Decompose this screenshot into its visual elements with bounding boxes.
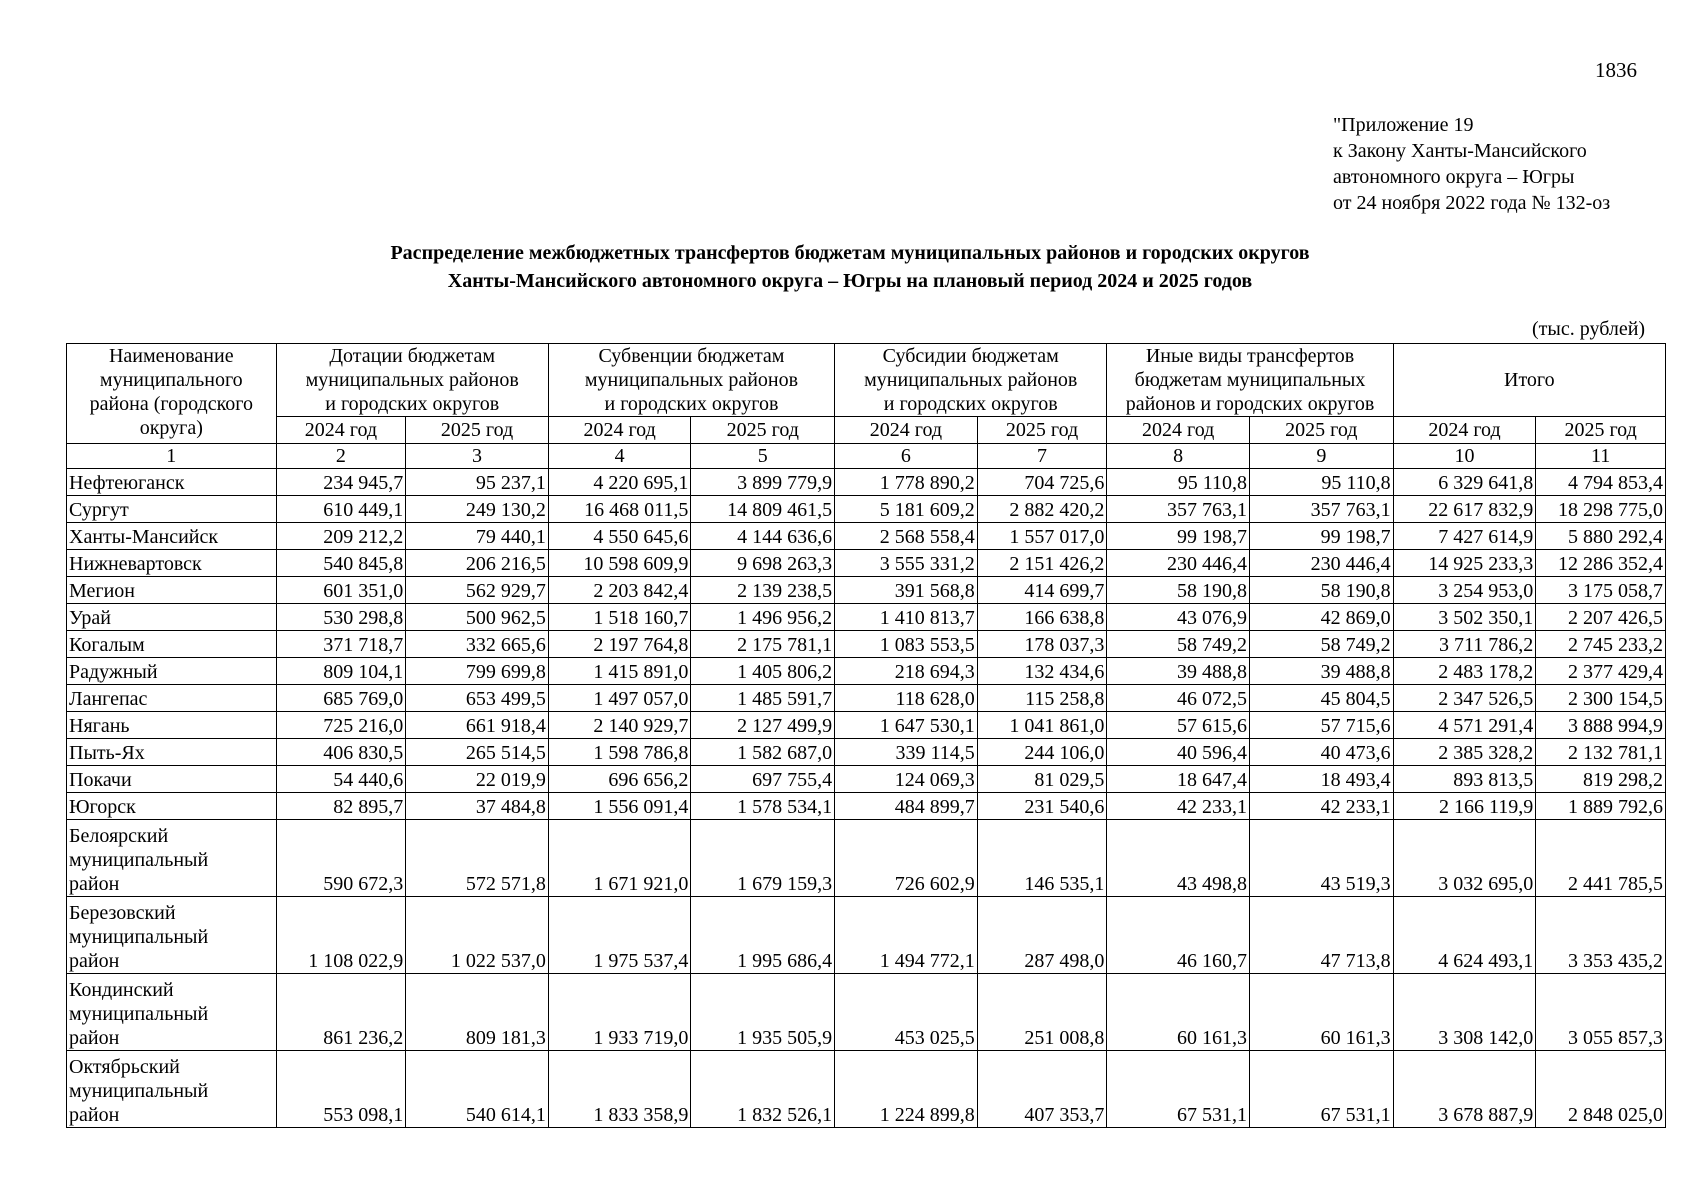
- header-line: Субвенции бюджетам: [598, 345, 785, 367]
- year-header: 2024 год: [548, 417, 691, 444]
- municipality-name-line: Ханты-Мансийск: [69, 526, 219, 548]
- value-cell: 2 882 420,2: [977, 496, 1107, 523]
- year-header: 2024 год: [835, 417, 978, 444]
- header-line: Субсидии бюджетам: [882, 345, 1059, 367]
- value-cell: 230 446,4: [1107, 550, 1250, 577]
- year-header: 2025 год: [691, 417, 835, 444]
- municipality-name-line: Нягань: [69, 715, 130, 737]
- value-cell: 39 488,8: [1249, 658, 1393, 685]
- municipality-name: [67, 658, 277, 685]
- year-header: 2025 год: [1536, 417, 1666, 444]
- municipality-name: [67, 793, 277, 820]
- value-cell: 3 888 994,9: [1536, 712, 1666, 739]
- municipality-name: [67, 469, 277, 496]
- value-cell: 2 483 178,2: [1393, 658, 1536, 685]
- value-cell: 2 140 929,7: [548, 712, 691, 739]
- value-cell: 42 233,1: [1249, 793, 1393, 820]
- column-number: 4: [548, 444, 691, 469]
- value-cell: 54 440,6: [276, 766, 406, 793]
- column-number: 2: [276, 444, 406, 469]
- value-cell: 43 498,8: [1107, 820, 1250, 897]
- value-cell: 357 763,1: [1249, 496, 1393, 523]
- value-cell: 1 995 686,4: [691, 897, 835, 974]
- value-cell: 1 557 017,0: [977, 523, 1107, 550]
- municipality-name-line: район: [69, 1104, 120, 1126]
- value-cell: 18 298 775,0: [1536, 496, 1666, 523]
- value-cell: 540 614,1: [406, 1051, 549, 1128]
- municipality-name-line: Покачи: [69, 769, 132, 791]
- value-cell: 1 578 534,1: [691, 793, 835, 820]
- table-row: [67, 577, 1666, 604]
- value-cell: 893 813,5: [1393, 766, 1536, 793]
- value-cell: 95 110,8: [1107, 469, 1250, 496]
- value-cell: 43 076,9: [1107, 604, 1250, 631]
- value-cell: 209 212,2: [276, 523, 406, 550]
- header-line: Итого: [1504, 369, 1555, 391]
- value-cell: 178 037,3: [977, 631, 1107, 658]
- value-cell: 99 198,7: [1249, 523, 1393, 550]
- table-row: [67, 974, 1666, 1051]
- appendix-line: автономного округа – Югры: [1333, 166, 1575, 188]
- value-cell: 146 535,1: [977, 820, 1107, 897]
- value-cell: 14 809 461,5: [691, 496, 835, 523]
- header-line: муниципальных районов: [864, 369, 1078, 391]
- year-header: 2025 год: [1249, 417, 1393, 444]
- value-cell: 530 298,8: [276, 604, 406, 631]
- value-cell: 95 110,8: [1249, 469, 1393, 496]
- table-row: [67, 523, 1666, 550]
- value-cell: 2 139 238,5: [691, 577, 835, 604]
- value-cell: 4 144 636,6: [691, 523, 835, 550]
- appendix-reference: [1333, 112, 1610, 216]
- value-cell: 95 237,1: [406, 469, 549, 496]
- value-cell: 1 410 813,7: [835, 604, 978, 631]
- value-cell: 118 628,0: [835, 685, 978, 712]
- table-row: [67, 712, 1666, 739]
- municipality-name-line: Урай: [69, 607, 111, 629]
- header-municipality: [67, 344, 277, 444]
- municipality-name: [67, 974, 277, 1051]
- municipality-name-line: Радужный: [69, 661, 158, 683]
- table-row: [67, 766, 1666, 793]
- value-cell: 37 484,8: [406, 793, 549, 820]
- units-label: (тыс. рублей): [1532, 318, 1646, 340]
- title-line-1: Распределение межбюджетных трансфертов бюджетам муниципальных районов и городских округов: [390, 242, 1310, 264]
- table-row: [67, 820, 1666, 897]
- value-cell: 2 203 842,4: [548, 577, 691, 604]
- value-cell: 407 353,7: [977, 1051, 1107, 1128]
- municipality-name-line: Нижневартовск: [69, 553, 202, 575]
- value-cell: 67 531,1: [1249, 1051, 1393, 1128]
- value-cell: 115 258,8: [977, 685, 1107, 712]
- value-cell: 2 441 785,5: [1536, 820, 1666, 897]
- value-cell: 132 434,6: [977, 658, 1107, 685]
- title-line-2: Ханты-Мансийского автономного округа – Югры на плановый период 2024 и 2025 годов: [447, 270, 1253, 292]
- header-line: муниципальных районов: [305, 369, 519, 391]
- value-cell: 1 598 786,8: [548, 739, 691, 766]
- header-line: Дотации бюджетам: [329, 345, 495, 367]
- value-cell: 265 514,5: [406, 739, 549, 766]
- value-cell: 7 427 614,9: [1393, 523, 1536, 550]
- value-cell: 22 019,9: [406, 766, 549, 793]
- table-row: [67, 631, 1666, 658]
- value-cell: 2 166 119,9: [1393, 793, 1536, 820]
- value-cell: 726 602,9: [835, 820, 978, 897]
- header-subsidies-equalization: [276, 344, 548, 417]
- table-row: [67, 604, 1666, 631]
- value-cell: 572 571,8: [406, 820, 549, 897]
- header-subsidies: [835, 344, 1107, 417]
- table-row: [67, 469, 1666, 496]
- value-cell: 60 161,3: [1107, 974, 1250, 1051]
- municipality-name-line: Югорск: [69, 796, 136, 818]
- header-line: муниципальных районов: [584, 369, 799, 391]
- table-row: [67, 550, 1666, 577]
- value-cell: 414 699,7: [977, 577, 1107, 604]
- value-cell: 1 671 921,0: [548, 820, 691, 897]
- value-cell: 5 880 292,4: [1536, 523, 1666, 550]
- value-cell: 725 216,0: [276, 712, 406, 739]
- value-cell: 653 499,5: [406, 685, 549, 712]
- municipality-name-line: Кондинский: [69, 979, 174, 1001]
- value-cell: 562 929,7: [406, 577, 549, 604]
- value-cell: 1 224 899,8: [835, 1051, 978, 1128]
- value-cell: 244 106,0: [977, 739, 1107, 766]
- municipality-name: [67, 897, 277, 974]
- value-cell: 2 385 328,2: [1393, 739, 1536, 766]
- value-cell: 22 617 832,9: [1393, 496, 1536, 523]
- value-cell: 79 440,1: [406, 523, 549, 550]
- transfers-table: [66, 343, 1666, 1128]
- value-cell: 1 647 530,1: [835, 712, 978, 739]
- header-line: и городских округов: [604, 393, 779, 415]
- value-cell: 1 889 792,6: [1536, 793, 1666, 820]
- municipality-name-line: Нефтеюганск: [69, 472, 185, 494]
- municipality-name: [67, 712, 277, 739]
- value-cell: 1 083 553,5: [835, 631, 978, 658]
- municipality-name-line: район: [69, 1027, 120, 1049]
- value-cell: 809 104,1: [276, 658, 406, 685]
- column-number: 10: [1393, 444, 1536, 469]
- value-cell: 218 694,3: [835, 658, 978, 685]
- value-cell: 500 962,5: [406, 604, 549, 631]
- value-cell: 16 468 011,5: [548, 496, 691, 523]
- value-cell: 57 715,6: [1249, 712, 1393, 739]
- header-subventions: [548, 344, 834, 417]
- value-cell: 9 698 263,3: [691, 550, 835, 577]
- value-cell: 2 745 233,2: [1536, 631, 1666, 658]
- value-cell: 1 496 956,2: [691, 604, 835, 631]
- value-cell: 697 755,4: [691, 766, 835, 793]
- municipality-name: [67, 523, 277, 550]
- value-cell: 1 833 358,9: [548, 1051, 691, 1128]
- value-cell: 2 207 426,5: [1536, 604, 1666, 631]
- value-cell: 12 286 352,4: [1536, 550, 1666, 577]
- value-cell: 357 763,1: [1107, 496, 1250, 523]
- value-cell: 166 638,8: [977, 604, 1107, 631]
- value-cell: 484 899,7: [835, 793, 978, 820]
- value-cell: 553 098,1: [276, 1051, 406, 1128]
- value-cell: 67 531,1: [1107, 1051, 1250, 1128]
- table-row: [67, 793, 1666, 820]
- value-cell: 371 718,7: [276, 631, 406, 658]
- value-cell: 99 198,7: [1107, 523, 1250, 550]
- municipality-name: [67, 685, 277, 712]
- municipality-name: [67, 577, 277, 604]
- value-cell: 2 132 781,1: [1536, 739, 1666, 766]
- value-cell: 1 556 091,4: [548, 793, 691, 820]
- year-header: 2025 год: [977, 417, 1107, 444]
- value-cell: 81 029,5: [977, 766, 1107, 793]
- value-cell: 4 794 853,4: [1536, 469, 1666, 496]
- header-line: районов и городских округов: [1125, 393, 1375, 415]
- appendix-line: от 24 ноября 2022 года № 132-оз: [1333, 192, 1611, 214]
- value-cell: 58 190,8: [1107, 577, 1250, 604]
- value-cell: 1 679 159,3: [691, 820, 835, 897]
- value-cell: 124 069,3: [835, 766, 978, 793]
- value-cell: 1 041 861,0: [977, 712, 1107, 739]
- municipality-name-line: муниципальный: [69, 926, 209, 948]
- value-cell: 661 918,4: [406, 712, 549, 739]
- value-cell: 42 233,1: [1107, 793, 1250, 820]
- municipality-name-line: муниципальный: [69, 849, 209, 871]
- table-row: [67, 658, 1666, 685]
- value-cell: 2 197 764,8: [548, 631, 691, 658]
- value-cell: 1 518 160,7: [548, 604, 691, 631]
- value-cell: 3 502 350,1: [1393, 604, 1536, 631]
- value-cell: 685 769,0: [276, 685, 406, 712]
- value-cell: 206 216,5: [406, 550, 549, 577]
- appendix-line: к Закону Ханты-Мансийского: [1333, 140, 1587, 162]
- value-cell: 46 072,5: [1107, 685, 1250, 712]
- value-cell: 2 347 526,5: [1393, 685, 1536, 712]
- value-cell: 58 749,2: [1249, 631, 1393, 658]
- header-other-transfers: [1107, 344, 1393, 417]
- value-cell: 4 571 291,4: [1393, 712, 1536, 739]
- appendix-line: "Приложение 19: [1333, 114, 1474, 136]
- value-cell: 819 298,2: [1536, 766, 1666, 793]
- value-cell: 590 672,3: [276, 820, 406, 897]
- value-cell: 1 415 891,0: [548, 658, 691, 685]
- value-cell: 2 151 426,2: [977, 550, 1107, 577]
- municipality-name: [67, 820, 277, 897]
- municipality-name-line: Белоярский: [69, 825, 169, 847]
- value-cell: 339 114,5: [835, 739, 978, 766]
- value-cell: 3 175 058,7: [1536, 577, 1666, 604]
- column-number: 1: [67, 444, 277, 469]
- municipality-name-line: Мегион: [69, 580, 136, 602]
- year-header: 2025 год: [406, 417, 549, 444]
- value-cell: 540 845,8: [276, 550, 406, 577]
- value-cell: 1 582 687,0: [691, 739, 835, 766]
- value-cell: 40 596,4: [1107, 739, 1250, 766]
- value-cell: 4 220 695,1: [548, 469, 691, 496]
- value-cell: 58 749,2: [1107, 631, 1250, 658]
- value-cell: 1 494 772,1: [835, 897, 978, 974]
- value-cell: 231 540,6: [977, 793, 1107, 820]
- municipality-name-line: муниципальный: [69, 1003, 209, 1025]
- value-cell: 3 555 331,2: [835, 550, 978, 577]
- value-cell: 3 711 786,2: [1393, 631, 1536, 658]
- year-header: 2024 год: [1107, 417, 1250, 444]
- value-cell: 230 446,4: [1249, 550, 1393, 577]
- header-line: муниципального: [99, 369, 243, 391]
- column-number: 3: [406, 444, 549, 469]
- value-cell: 1 108 022,9: [276, 897, 406, 974]
- value-cell: 39 488,8: [1107, 658, 1250, 685]
- value-cell: 3 678 887,9: [1393, 1051, 1536, 1128]
- value-cell: 1 485 591,7: [691, 685, 835, 712]
- value-cell: 251 008,8: [977, 974, 1107, 1051]
- value-cell: 1 975 537,4: [548, 897, 691, 974]
- header-line: Иные виды трансфертов: [1145, 345, 1355, 367]
- value-cell: 58 190,8: [1249, 577, 1393, 604]
- value-cell: 2 175 781,1: [691, 631, 835, 658]
- value-cell: 3 055 857,3: [1536, 974, 1666, 1051]
- value-cell: 332 665,6: [406, 631, 549, 658]
- value-cell: 14 925 233,3: [1393, 550, 1536, 577]
- table-row: [67, 897, 1666, 974]
- table-row: [67, 496, 1666, 523]
- municipality-name-line: Лангепас: [69, 688, 148, 710]
- value-cell: 610 449,1: [276, 496, 406, 523]
- value-cell: 40 473,6: [1249, 739, 1393, 766]
- value-cell: 60 161,3: [1249, 974, 1393, 1051]
- value-cell: 46 160,7: [1107, 897, 1250, 974]
- value-cell: 57 615,6: [1107, 712, 1250, 739]
- table-row: [67, 739, 1666, 766]
- header-line: бюджетам муниципальных: [1134, 369, 1366, 391]
- value-cell: 1 933 719,0: [548, 974, 691, 1051]
- table-header: [67, 344, 1666, 469]
- municipality-name: [67, 1051, 277, 1128]
- municipality-name: [67, 550, 277, 577]
- municipality-name: [67, 739, 277, 766]
- value-cell: 47 713,8: [1249, 897, 1393, 974]
- municipality-name-line: район: [69, 873, 120, 895]
- value-cell: 10 598 609,9: [548, 550, 691, 577]
- column-number: 6: [835, 444, 978, 469]
- value-cell: 1 778 890,2: [835, 469, 978, 496]
- value-cell: 4 624 493,1: [1393, 897, 1536, 974]
- header-line: Наименование: [108, 345, 234, 367]
- value-cell: 2 848 025,0: [1536, 1051, 1666, 1128]
- value-cell: 1 405 806,2: [691, 658, 835, 685]
- municipality-name-line: Пыть-Ях: [69, 742, 145, 764]
- value-cell: 5 181 609,2: [835, 496, 978, 523]
- column-number: 9: [1249, 444, 1393, 469]
- header-line: округа): [139, 417, 203, 439]
- municipality-name: [67, 766, 277, 793]
- column-number: 7: [977, 444, 1107, 469]
- value-cell: 2 300 154,5: [1536, 685, 1666, 712]
- municipality-name-line: Березовский: [69, 902, 176, 924]
- value-cell: 3 032 695,0: [1393, 820, 1536, 897]
- municipality-name-line: Когалым: [69, 634, 145, 656]
- table-body: [67, 469, 1666, 1128]
- value-cell: 43 519,3: [1249, 820, 1393, 897]
- value-cell: 453 025,5: [835, 974, 978, 1051]
- value-cell: 1 497 057,0: [548, 685, 691, 712]
- table-row: [67, 1051, 1666, 1128]
- municipality-name-line: Сургут: [69, 499, 129, 521]
- municipality-name: [67, 604, 277, 631]
- value-cell: 234 945,7: [276, 469, 406, 496]
- header-total: [1393, 344, 1665, 417]
- value-cell: 1 935 505,9: [691, 974, 835, 1051]
- value-cell: 704 725,6: [977, 469, 1107, 496]
- column-number: 11: [1536, 444, 1666, 469]
- value-cell: 3 308 142,0: [1393, 974, 1536, 1051]
- value-cell: 42 869,0: [1249, 604, 1393, 631]
- value-cell: 18 647,4: [1107, 766, 1250, 793]
- year-header: 2024 год: [276, 417, 406, 444]
- value-cell: 391 568,8: [835, 577, 978, 604]
- municipality-name: [67, 496, 277, 523]
- value-cell: 2 568 558,4: [835, 523, 978, 550]
- value-cell: 406 830,5: [276, 739, 406, 766]
- table-row: [67, 685, 1666, 712]
- value-cell: 861 236,2: [276, 974, 406, 1051]
- value-cell: 799 699,8: [406, 658, 549, 685]
- value-cell: 249 130,2: [406, 496, 549, 523]
- value-cell: 3 353 435,2: [1536, 897, 1666, 974]
- value-cell: 287 498,0: [977, 897, 1107, 974]
- value-cell: 601 351,0: [276, 577, 406, 604]
- document-title: [0, 239, 1697, 295]
- value-cell: 809 181,3: [406, 974, 549, 1051]
- value-cell: 1 022 537,0: [406, 897, 549, 974]
- column-number: 5: [691, 444, 835, 469]
- year-header: 2024 год: [1393, 417, 1536, 444]
- value-cell: 82 895,7: [276, 793, 406, 820]
- header-line: района (городского: [89, 393, 253, 415]
- column-number: 8: [1107, 444, 1250, 469]
- value-cell: 3 254 953,0: [1393, 577, 1536, 604]
- page-number: 1836: [1595, 58, 1637, 82]
- municipality-name-line: район: [69, 950, 120, 972]
- value-cell: 3 899 779,9: [691, 469, 835, 496]
- header-line: и городских округов: [883, 393, 1058, 415]
- header-line: и городских округов: [325, 393, 500, 415]
- value-cell: 696 656,2: [548, 766, 691, 793]
- value-cell: 45 804,5: [1249, 685, 1393, 712]
- value-cell: 2 127 499,9: [691, 712, 835, 739]
- value-cell: 6 329 641,8: [1393, 469, 1536, 496]
- value-cell: 4 550 645,6: [548, 523, 691, 550]
- value-cell: 1 832 526,1: [691, 1051, 835, 1128]
- municipality-name-line: муниципальный: [69, 1080, 209, 1102]
- municipality-name: [67, 631, 277, 658]
- municipality-name-line: Октябрьский: [69, 1056, 180, 1078]
- value-cell: 18 493,4: [1249, 766, 1393, 793]
- value-cell: 2 377 429,4: [1536, 658, 1666, 685]
